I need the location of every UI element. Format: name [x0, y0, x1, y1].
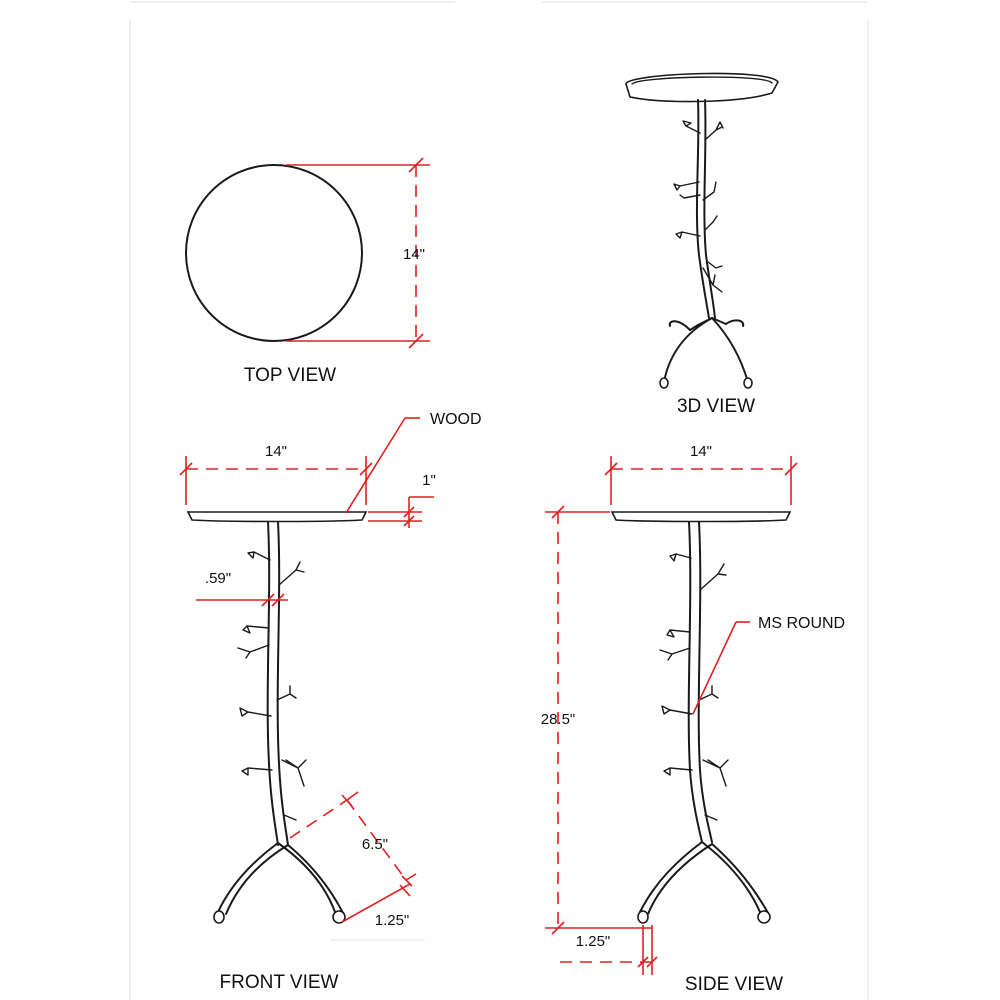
side-branches	[660, 554, 728, 820]
front-leg-dimension	[290, 792, 416, 886]
front-rod-dimension	[196, 594, 288, 606]
sheet-border	[130, 2, 868, 1000]
top-diameter-label: 14"	[402, 246, 426, 263]
front-width-label: 14"	[264, 443, 288, 460]
side-tabletop	[612, 512, 790, 522]
ms-round-callout-leader	[693, 622, 750, 714]
top-view	[186, 158, 430, 386]
side-width-label: 14"	[689, 443, 713, 460]
side-foot-label: 1.25"	[575, 933, 611, 950]
front-leg-label: 6.5"	[361, 836, 389, 853]
front-foot-label: 1.25"	[374, 912, 410, 929]
front-branches	[238, 552, 306, 820]
side-width-dimension	[605, 456, 797, 505]
side-legs	[638, 842, 770, 923]
ms-round-callout-label: MS ROUND	[758, 615, 846, 632]
wood-callout-label: WOOD	[430, 411, 482, 428]
top-view-title: TOP VIEW	[243, 365, 337, 386]
front-view-title: FRONT VIEW	[219, 972, 339, 993]
3d-legs	[660, 318, 752, 388]
front-legs	[214, 843, 345, 923]
front-thickness-dimension	[368, 497, 434, 528]
front-tabletop	[188, 512, 366, 522]
front-view	[180, 411, 482, 993]
side-height-label: 28.5"	[540, 711, 576, 728]
3d-view-title: 3D VIEW	[676, 396, 756, 417]
front-stem	[268, 522, 288, 845]
tabletop-circle	[186, 165, 362, 341]
front-thickness-label: 1"	[422, 472, 436, 489]
front-rod-label: .59"	[204, 570, 232, 587]
3d-tabletop	[626, 73, 778, 101]
side-view-title: SIDE VIEW	[684, 974, 784, 995]
3d-view	[626, 73, 778, 417]
side-view	[541, 443, 845, 995]
front-width-dimension	[180, 456, 372, 505]
